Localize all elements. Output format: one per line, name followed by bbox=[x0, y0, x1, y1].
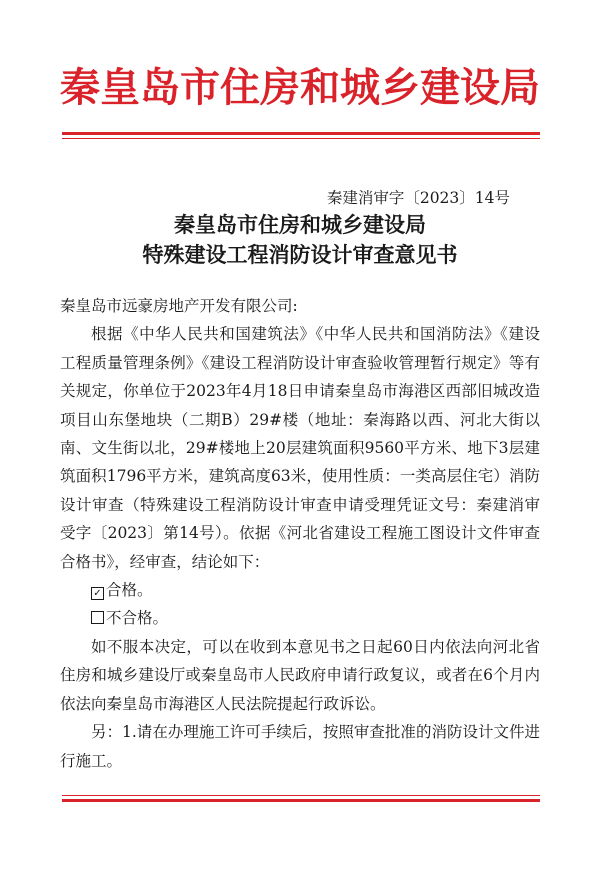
footer-rule-thick bbox=[62, 799, 540, 802]
addressee: 秦皇岛市远豪房地产开发有限公司: bbox=[60, 297, 298, 315]
paragraph-basis: 根据《中华人民共和国建筑法》《中华人民共和国消防法》《建设工程质量管理条例》《建设工程消防设计审查验收管理暂行规定》等有关规定，你单位于2023年4月18日申请秦皇岛市海港区西部旧城改造项目山东堡地块（二期B）29#楼（地址：秦海路以西、河北大街以南、文生街以北，29#楼地上20层建筑面积9560平方米、地下3层建筑面积1796平方米，建筑高度63米，使用性质：一类高层住宅）消防设计审查（特殊建设工程消防设计审查申请受理凭证文号：秦建消审受字〔2023〕第14号）。依据《河北省建设工程施工图设计文件审查合格书》，经审查，结论如下： bbox=[60, 325, 540, 571]
document-title-issuer: 秦皇岛市住房和城乡建设局 bbox=[174, 213, 426, 237]
empty-box-icon bbox=[91, 611, 104, 624]
document-title-subject: 特殊建设工程消防设计审查意见书 bbox=[142, 243, 458, 267]
header-rule-thick bbox=[62, 132, 540, 135]
document-body bbox=[60, 292, 540, 775]
option-pass bbox=[60, 576, 540, 604]
option-pass-label: 合格。 bbox=[106, 581, 153, 600]
document-number: 秦建消审字〔2023〕14号 bbox=[326, 189, 510, 207]
option-fail bbox=[60, 604, 540, 632]
letterhead-title: 秦皇岛市住房和城乡建设局 bbox=[60, 65, 540, 111]
paragraph-note: 另：1.请在办理施工许可手续后，按照审查批准的消防设计文件进行施工。 bbox=[60, 723, 540, 770]
paragraph-appeal: 如不服本决定，可以在收到本意见书之日起60日内依法向河北省住房和城乡建设厅或秦皇岛市人民政府申请行政复议，或者在6个月内依法向秦皇岛市海港区人民法院提起行政诉讼。 bbox=[60, 637, 540, 713]
checked-box-icon: ✓ bbox=[91, 587, 104, 600]
footer-rule-thin bbox=[62, 795, 540, 796]
option-fail-label: 不合格。 bbox=[106, 609, 169, 628]
header-rule-thin bbox=[62, 138, 540, 139]
